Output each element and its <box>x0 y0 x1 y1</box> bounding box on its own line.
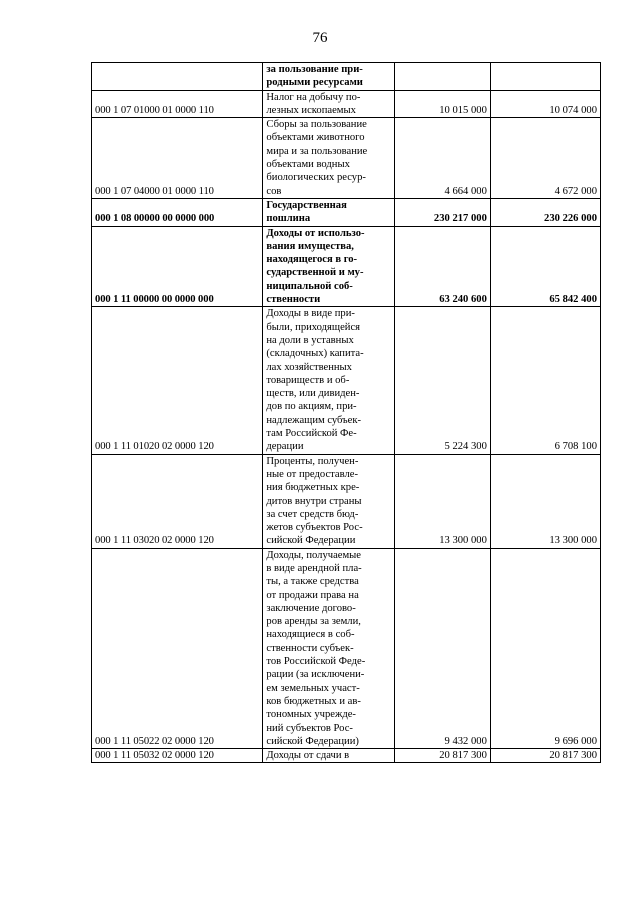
row-name: за пользование при- родными ресурсами <box>263 63 395 91</box>
table-row <box>92 63 601 91</box>
table-row <box>92 226 601 307</box>
row-code: 000 1 08 00000 00 0000 000 <box>92 198 263 226</box>
row-code: 000 1 11 05032 02 0000 120 <box>92 749 263 763</box>
row-code <box>92 63 263 91</box>
row-value-2: 13 300 000 <box>490 454 600 548</box>
row-name: Сборы за пользование объектами животного мира и за пользование объектами водных биологических ресур- сов <box>263 118 395 199</box>
row-value-2: 6 708 100 <box>490 307 600 454</box>
row-value-1: 4 664 000 <box>395 118 491 199</box>
row-name: Доходы в виде при- были, приходящейся на доли в уставных (складочных) капита- лах хозяйственных товариществ и об- ществ, или дивиден- дов по акциям, при- надлежащим субъек- там Российской Фе- дерации <box>263 307 395 454</box>
row-value-1: 13 300 000 <box>395 454 491 548</box>
table-row <box>92 307 601 454</box>
row-value-2 <box>490 63 600 91</box>
row-code: 000 1 11 01020 02 0000 120 <box>92 307 263 454</box>
row-value-1: 20 817 300 <box>395 749 491 763</box>
row-code: 000 1 11 00000 00 0000 000 <box>92 226 263 307</box>
row-name: Доходы, получаемые в виде арендной пла- ты, а также средства от продажи права на заключение догово- ров аренды за земли, находящиеся в соб- ственности субъек- тов Российской Феде- рации (за исключени- ем земельных участ- ков бюджетных и ав- тономных учрежде- ний субъектов Рос- сийской Федерации) <box>263 548 395 748</box>
row-value-1 <box>395 63 491 91</box>
row-value-1: 5 224 300 <box>395 307 491 454</box>
row-value-1: 63 240 600 <box>395 226 491 307</box>
row-value-2: 4 672 000 <box>490 118 600 199</box>
row-code: 000 1 11 05022 02 0000 120 <box>92 548 263 748</box>
row-name: Государственная пошлина <box>263 198 395 226</box>
row-value-2: 230 226 000 <box>490 198 600 226</box>
row-code: 000 1 07 01000 01 0000 110 <box>92 90 263 118</box>
row-code: 000 1 11 03020 02 0000 120 <box>92 454 263 548</box>
row-value-1: 9 432 000 <box>395 548 491 748</box>
row-name: Налог на добычу по- лезных ископаемых <box>263 90 395 118</box>
row-value-2: 20 817 300 <box>490 749 600 763</box>
table-row <box>92 548 601 748</box>
row-value-2: 65 842 400 <box>490 226 600 307</box>
row-value-2: 9 696 000 <box>490 548 600 748</box>
row-value-1: 230 217 000 <box>395 198 491 226</box>
row-name: Доходы от использо- вания имущества, находящегося в го- сударственной и му- ниципальной соб- ственности <box>263 226 395 307</box>
table-row <box>92 454 601 548</box>
row-name: Доходы от сдачи в <box>263 749 395 763</box>
row-name: Проценты, получен- ные от предоставле- ния бюджетных кре- дитов внутри страны за счет средств бюд- жетов субъектов Рос- сийской Федерации <box>263 454 395 548</box>
row-code: 000 1 07 04000 01 0000 110 <box>92 118 263 199</box>
row-value-2: 10 074 000 <box>490 90 600 118</box>
table-row <box>92 118 601 199</box>
budget-table <box>91 62 601 763</box>
page-number: 76 <box>312 30 328 46</box>
row-value-1: 10 015 000 <box>395 90 491 118</box>
table-row <box>92 90 601 118</box>
table-row <box>92 198 601 226</box>
table-row <box>92 749 601 763</box>
